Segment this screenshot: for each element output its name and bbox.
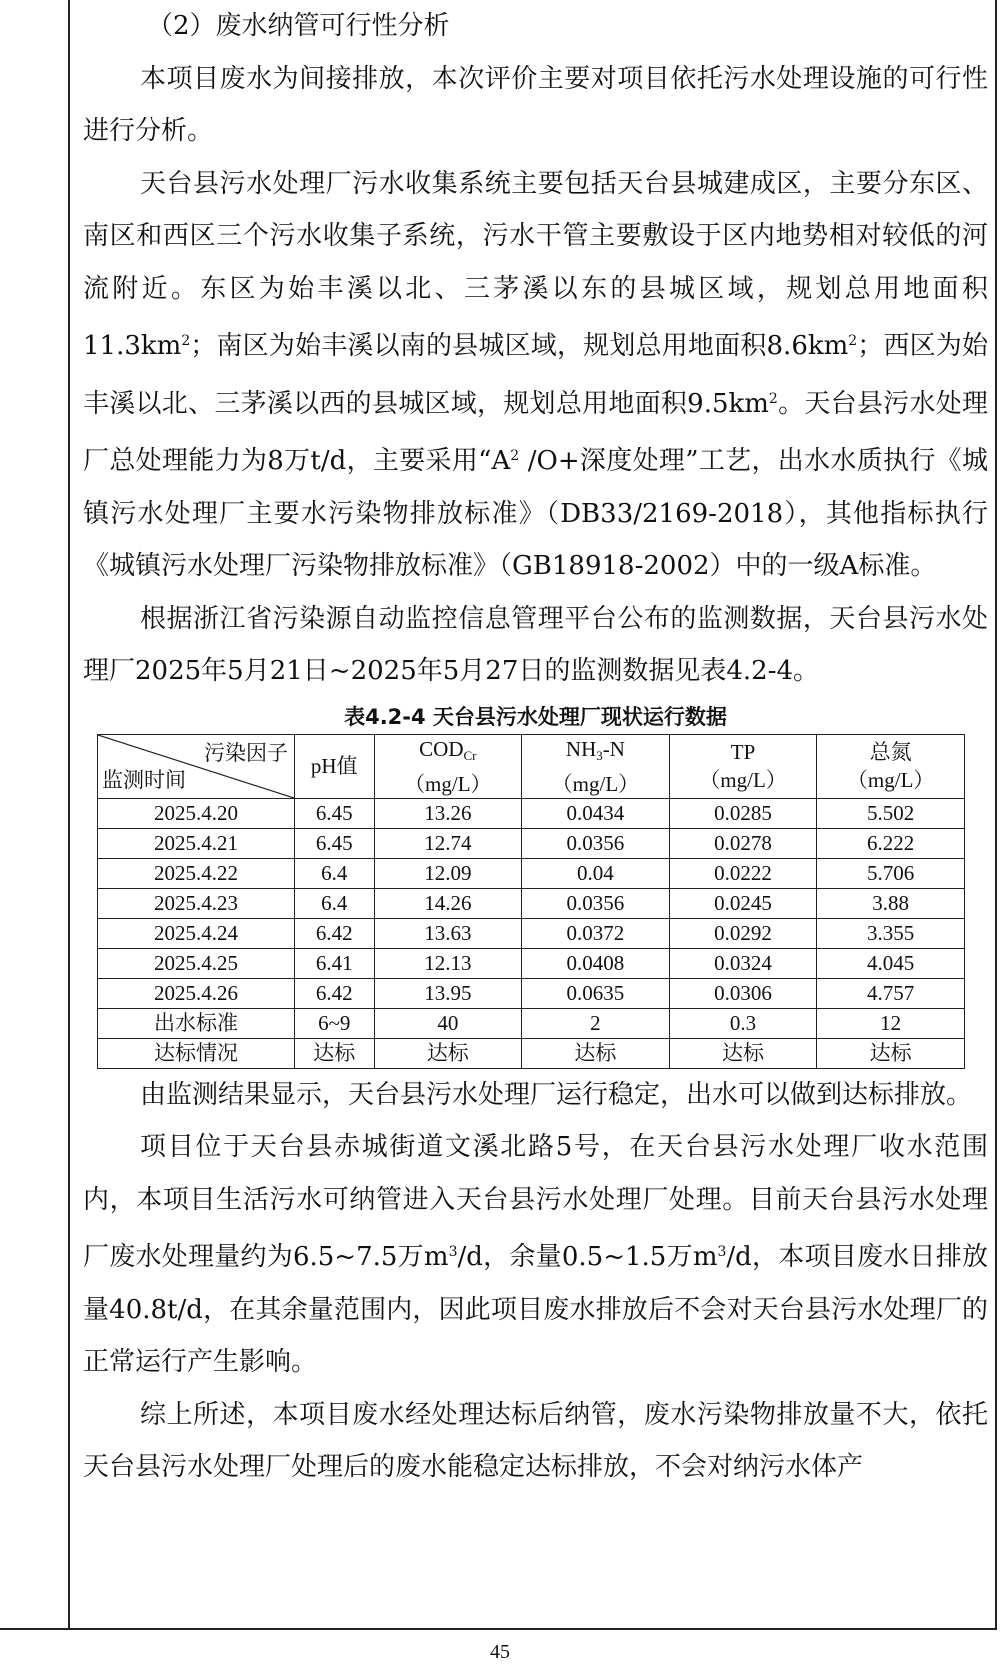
paragraph-2: [83, 158, 988, 593]
paragraph-1: 本项目废水为间接排放，本次评价主要对项目依托污水处理设施的可行性进行分析。: [83, 63, 988, 146]
header-cod-label: COD: [419, 736, 464, 761]
para2-sup-1: 2: [181, 333, 191, 349]
table-cell: 0.0408: [522, 948, 670, 978]
table-cell: 2025.4.21: [98, 828, 295, 858]
table-cell: 6.42: [295, 918, 375, 948]
table-cell: 2025.4.26: [98, 978, 295, 1008]
table-cell: 0.0635: [522, 978, 670, 1008]
table-corner-cell: [98, 734, 295, 798]
table-row: [98, 858, 965, 888]
table-cell: 0.0285: [669, 798, 817, 828]
paragraph-5: [83, 1121, 988, 1389]
header-tp: [669, 734, 817, 798]
table-cell: 3.355: [817, 918, 965, 948]
header-nh3n-unit: （mg/L）: [551, 771, 640, 796]
monitoring-table: [97, 734, 965, 1069]
table-cell: 0.0324: [669, 948, 817, 978]
table-cell: 0.0356: [522, 888, 670, 918]
para2-sup-2: 2: [848, 333, 858, 349]
table-header-row: [98, 734, 965, 798]
table-cell: 0.3: [669, 1008, 817, 1038]
table-row: [98, 828, 965, 858]
para5-text-a: 项目位于天台县赤城街道文溪北路5号，在天台县污水处理厂收水范围内，本项目生活污水可纳管进入天台县污水处理厂处理。目前天台县污水处理厂废水处理量约为6.5~7.5万m: [83, 1132, 988, 1272]
table-cell: 12: [817, 1008, 965, 1038]
header-ph-label: pH值: [310, 754, 358, 778]
table-cell: 12.74: [374, 828, 522, 858]
table-cell: 6.4: [295, 858, 375, 888]
para2-text-a: 天台县污水处理厂污水收集系统主要包括天台县城建成区，主要分东区、南区和西区三个污水收集子系统，污水干管主要敷设于区内地势相对较低的河流附近。东区为始丰溪以北、三茅溪以东的县城区域，规划总用地面积11.3km: [83, 168, 988, 361]
table-cell: 0.0306: [669, 978, 817, 1008]
para5-sup-2: 3: [717, 1244, 727, 1260]
header-cod: [374, 734, 522, 798]
para2-text-b: ；南区为始丰溪以南的县城区域，规划总用地面积8.6km: [190, 331, 849, 361]
table-cell: 达标: [817, 1038, 965, 1068]
header-tn-unit: （mg/L）: [846, 768, 935, 792]
table-row: [98, 948, 965, 978]
page-number: 45: [490, 1641, 510, 1663]
table-cell: 0.0434: [522, 798, 670, 828]
table-cell: 12.09: [374, 858, 522, 888]
para2-sup-4: 2: [510, 448, 520, 464]
table-cell: 6.45: [295, 798, 375, 828]
corner-label-time: 监测时间: [102, 767, 186, 792]
table-cell: 0.0372: [522, 918, 670, 948]
table-cell: 6.222: [817, 828, 965, 858]
table-cell: 2025.4.24: [98, 918, 295, 948]
table-cell: 0.04: [522, 858, 670, 888]
section-heading: （2）废水纳管可行性分析: [147, 11, 450, 41]
table-caption: 表4.2-4 天台县污水处理厂现状运行数据: [344, 704, 727, 729]
table-row: [98, 888, 965, 918]
table-cell: 2025.4.23: [98, 888, 295, 918]
document-body: [83, 0, 988, 1494]
table-row: [98, 798, 965, 828]
table-cell: 0.0245: [669, 888, 817, 918]
header-tp-label: TP: [730, 740, 756, 764]
table-cell: 0.0292: [669, 918, 817, 948]
header-tp-unit: （mg/L）: [699, 768, 787, 792]
table-cell: 2025.4.22: [98, 858, 295, 888]
table-cell: 13.63: [374, 918, 522, 948]
table-row: [98, 978, 965, 1008]
table-cell: 0.0278: [669, 828, 817, 858]
header-nh3n-sub: 3: [596, 747, 603, 763]
para2-text-e: /O+深度处理”工艺，出水水质执行《城镇污水处理厂主要水污染物排放标准》（DB33/2169-2018），其他指标执行《城镇污水处理厂污染物排放标准》（GB18918-2002）中的一级A标准。: [83, 446, 989, 581]
table-cell: 6.4: [295, 888, 375, 918]
table-cell: 2: [522, 1008, 670, 1038]
header-nh3n-label: NH: [565, 736, 597, 761]
left-margin-column: [0, 0, 70, 1630]
table-cell: 14.26: [374, 888, 522, 918]
table-cell: 2025.4.25: [98, 948, 295, 978]
table-cell: 0.0222: [669, 858, 817, 888]
table-body: [98, 798, 965, 1068]
table-cell: 6.45: [295, 828, 375, 858]
table-cell: 6~9: [295, 1008, 375, 1038]
para5-text-b: /d，余量0.5~1.5万m: [457, 1242, 718, 1272]
para2-text-c: ；西区为始丰溪以北、三茅溪以西的县城区域，规划总用地面积9.5km: [83, 331, 988, 419]
table-row: [98, 918, 965, 948]
table-cell: 5.502: [817, 798, 965, 828]
table-row: [98, 1008, 965, 1038]
header-nh3n: [522, 734, 670, 798]
table-cell: 5.706: [817, 858, 965, 888]
table-cell: 3.88: [817, 888, 965, 918]
header-tn-label: 总氮: [869, 740, 912, 764]
header-cod-unit: （mg/L）: [404, 771, 492, 796]
table-cell: 4.757: [817, 978, 965, 1008]
table-cell: 6.42: [295, 978, 375, 1008]
table-cell: 达标: [669, 1038, 817, 1068]
para5-text-c: /d，本项目废水日排放量40.8t/d，在其余量范围内，因此项目废水排放后不会对天台县污水处理厂的正常运行产生影响。: [83, 1242, 988, 1377]
corner-label-factor: 污染因子: [204, 740, 288, 765]
table-row: [98, 1038, 965, 1068]
paragraph-4: 由监测结果显示，天台县污水处理厂运行稳定，出水可以做到达标排放。: [140, 1079, 973, 1110]
table-cell: 达标: [374, 1038, 522, 1068]
table-cell: 6.41: [295, 948, 375, 978]
para5-sup-1: 3: [448, 1244, 458, 1260]
table-cell: 13.95: [374, 978, 522, 1008]
header-cod-sub: Cr: [463, 747, 477, 763]
table-cell: 4.045: [817, 948, 965, 978]
table-cell: 13.26: [374, 798, 522, 828]
header-nh3n-label-b: -N: [602, 736, 625, 761]
paragraph-6: 综上所述，本项目废水经处理达标后纳管，废水污染物排放量不大，依托天台县污水处理厂处理后的废水能稳定达标排放，不会对纳污水体产: [83, 1399, 988, 1482]
para2-sup-3: 2: [768, 390, 778, 407]
table-cell: 出水标准: [98, 1008, 295, 1038]
table-cell: 达标: [522, 1038, 670, 1068]
header-tn: [817, 734, 965, 798]
table-cell: 12.13: [374, 948, 522, 978]
paragraph-3: 根据浙江省污染源自动监控信息管理平台公布的监测数据，天台县污水处理厂2025年5月21日~2025年5月27日的监测数据见表4.2-4。: [83, 603, 988, 686]
table-cell: 达标: [295, 1038, 375, 1068]
header-ph: [295, 734, 375, 798]
table-cell: 达标情况: [98, 1038, 295, 1068]
table-cell: 2025.4.20: [98, 798, 295, 828]
table-cell: 40: [374, 1008, 522, 1038]
para2-text-d: 。天台县污水处理厂总处理能力为8万t/d，主要采用“A: [83, 388, 988, 476]
table-cell: 0.0356: [522, 828, 670, 858]
